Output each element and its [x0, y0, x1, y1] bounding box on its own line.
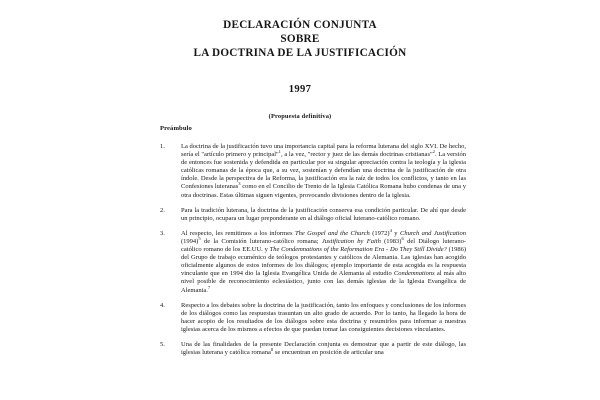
paragraph-text: Respecto a los debates sobre la doctrina de la justificación, tanto los enfoques y conclusiones de los informes de los diálogos como las respuestas trasuntan un alto grado de acuerdo. Por lo tanto, ha llegado la hora de hacer acopio de los resultados de los diálogos sobre esta doctrina y resumirlos para informar a nuestras iglesias acerca de los mismos a efectos de que puedan tomar las consiguientes decisiones vinculantes.: [181, 301, 466, 333]
document-title-line-1: DECLARACIÓN CONJUNTA: [223, 19, 377, 31]
paragraph-number: 5.: [160, 340, 165, 348]
section-heading-preambulo: Preámbulo: [160, 125, 192, 132]
document-subtitle: (Propuesta definitiva): [268, 112, 332, 120]
paragraph-item: [160, 341, 466, 357]
document-title-line-3: LA DOCTRINA DE LA JUSTIFICACIÓN: [193, 47, 407, 60]
paragraph-number: 2.: [160, 206, 165, 214]
paragraph-item: [160, 143, 466, 200]
paragraph-text: Para la tradición luterana, la doctrina de la justificación conserva esa condición particular. De ahí que desde un principio, ocupara un lugar preponderante en al diálogo oficial luterano-católico romano.: [181, 206, 466, 222]
paragraph-text: La doctrina de la justificación tuvo una importancia capital para la reforma luterana del siglo XVI. De hecho, sería el "artículo primero y principal"$^1$, a la vez, "rector y juez de las demás doctrinas cristianas"$^2$. La versión de entonces fue sostenida y defendida en particular por su singular apreciación contra la teología y la iglesia católicas romanas de la época que, a su vez, sostenían y defendían una doctrina de la justificación de otra índole. Desde la perspectiva de la Reforma, la justificación era la raíz de todos los conflictos, y tanto en las Confesiones luteranas$^3$ como en el Concilio de Trento de la Iglesia Católica Romana hubo condenas de una y otra doctrinas. Estas últimas siguen vigentes, provocando divisiones dentro de la iglesia.: [181, 143, 466, 199]
paragraph-number: 1.: [160, 143, 165, 150]
document-title-line-2: SOBRE: [280, 33, 320, 46]
paragraph-item: [160, 302, 466, 334]
document-year: 1997: [288, 83, 312, 95]
document-body: [160, 124, 466, 364]
paragraph-number: 4.: [160, 301, 165, 309]
paragraph-item: [160, 227, 466, 295]
document-title-block: [0, 0, 600, 122]
paragraph-text: Al respecto, les remitimos a los informes The Gospel and the Church $(1972)^4$ y Church and Justification $(1994)^5$ de la Comisión luterano-católico romana; Justification by Faith $(1983)^6$ del Diálogo luterano-católico romano de los EE.UU. y The Condemnations of the Reformation Era - Do They Still Divide? (1986) del Grupo de trabajo ecuménico de teólogos protestantes y católicos de Alemania. Las iglesias han acogido oficialmente algunos de estos informes de los diálogos; ejemplo importante de esta acogida es la respuesta vinculante que en 1994 dio la Iglesia Evangélica Unida de Alemania al estudio Condemnations al más alto nivel posible de reconocimiento eclesiástico, junto con las demás iglesias de la Iglesia Evangélica de Alemania.$^7$: [181, 227, 466, 294]
paragraph-item: [160, 207, 466, 223]
paragraph-number: 3.: [160, 229, 165, 237]
paragraph-text: Una de las finalidades de la presente Declaración conjunta es demostrar que a partir de este diálogo, las iglesias luterana y católica romana$^8$ se encuentran en posición de articular una: [181, 340, 466, 357]
